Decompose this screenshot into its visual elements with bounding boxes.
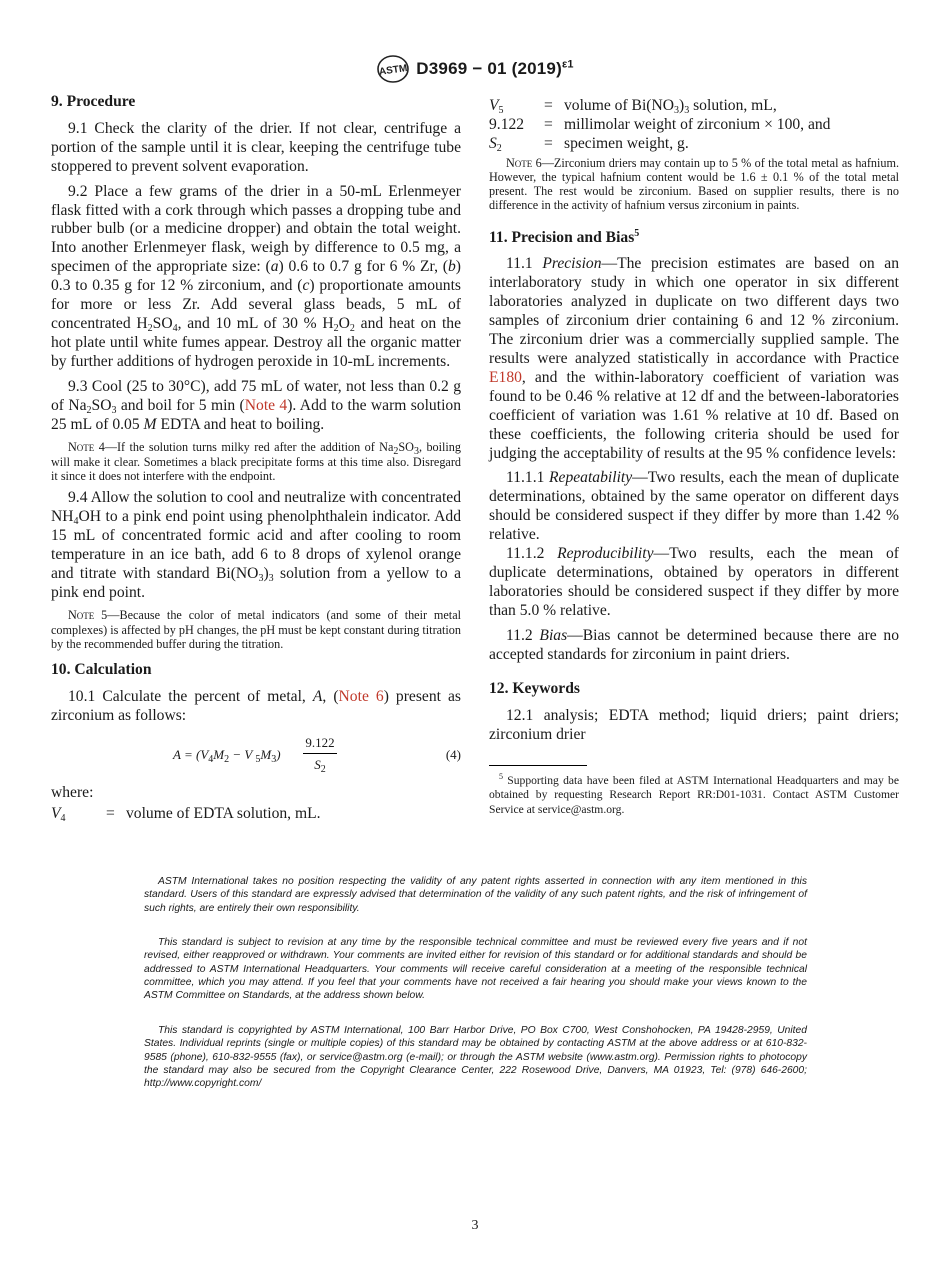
document-designation: D3969 − 01 $(2019)^{\varepsilon 1}$ [416, 58, 574, 78]
legal-patent-notice: ASTM International takes no position respecting the validity of any patent rights asserted in connection with any item mentioned in this standard. Users of this standard are expressly advised that determination of the validity of any such patent rights, and the risk of infringement of such rights, are entirely their own responsibility. [144, 876, 807, 914]
section-9-title: 9. Procedure [51, 93, 136, 110]
footnote-5: $^5$ Supporting data have been filed at ASTM International Headquarters and may be obtained by requesting Research Report RR:D01-1031. Contact ASTM Customer Service at service@astm.org. [489, 772, 899, 816]
e180-link[interactable]: E180 [489, 368, 522, 386]
where-label: where: [51, 783, 94, 801]
paragraph-11-1-1: 11.1.1 Repeatability—Two results, each the mean of duplicate determinations, obtained by the same operator on different days should be considered suspect if they differ by more than 1.42 % relative. [489, 469, 899, 544]
paragraph-10-1: 10.1 Calculate the percent of metal, A, (Note 6) present as zirconium as follows: [51, 687, 461, 724]
note-6: Note 6—Zirconium driers may contain up to 5 % of the total metal as hafnium. However, the typical hafnium content would be 1.6 ± 0.1 % of the total metal present. The rest would be zirconium. Based on supplier results, there is no difference in the activity of hafnium versus zirconium in paints. [489, 155, 899, 213]
note-4-link[interactable]: Note 4 [244, 396, 288, 414]
paragraph-9-2: 9.2 Place a few grams of the drier in a 50-mL Erlenmeyer flask fitted with a cork through which passes a dropping tube and rubber bulb (or a medicine dropper) and obtain the total weight. Into another Erlenmeyer flask, weigh by difference to 0.5 mg, a specimen of the appropriate size: (a) 0.6 to 0.7 g for 6 % Zr, (b) 0.3 to 0.35 g for 12 % zirconium, and (c) proportionate amounts for more or less Zr. Add several glass beads, 5 mL of concentrated $H_2SO_4$, and 10 mL of 30 % $H_2O_2$ and heat on the hot plate until white fumes appear. Destroy all the organic matter by further additions of hydrogen peroxide in 10-mL increments. [51, 182, 462, 370]
note-6-link[interactable]: Note 6 [338, 687, 384, 705]
equation-4: $A = (V_4M_2 - V$ $_5M_3$) 9.122 $S_2$ (4) [173, 734, 461, 775]
definition-v5: $V_5$ = volume of $Bi(NO_3)_3$ solution, mL, [489, 97, 777, 116]
paragraph-9-1: 9.1 Check the clarity of the drier. If not clear, centrifuge a portion of the sample until it is clear, keeping the centrifuge tube stoppered to prevent solvent evaporation. [51, 119, 461, 175]
note-4: Note 4—If the solution turns milky red after the addition of $Na_2SO_3$, boiling will make it clear. Sometimes a black precipitate forms at this time also. Disregard it since it does not interfere with the endpoint. [51, 440, 461, 483]
paragraph-11-1-2: 11.1.2 Reproducibility—Two results, each the mean of duplicate determinations, obtained by operators in different laboratories should be considered suspect if they differ by more than 5.0 % relative. [489, 545, 899, 619]
footnote-rule [489, 765, 587, 766]
page-header [0, 54, 950, 84]
definition-s2: $S_2$ = specimen weight, g. [489, 134, 689, 154]
astm-logo-icon [376, 54, 410, 84]
paragraph-9-3: 9.3 Cool (25 to 30°C), add 75 mL of water, not less than 0.2 g of $Na_2SO_3$ and boil for 5 min (Note 4). Add to the warm solution 25 mL of 0.05 M EDTA and heat to boiling. [51, 377, 461, 433]
definition-9122: 9.122 = millimolar weight of zirconium × 100, and [489, 115, 831, 133]
note-5: Note 5—Because the color of metal indicators (and some of their metal complexes) is affected by pH changes, the pH must be kept constant during titration by the recommended buffer during the titration. [51, 608, 461, 651]
section-11-title: 11. Precision and Bias$^5$ [489, 227, 640, 246]
definition-v4: $V_4$ = volume of EDTA solution, mL. [51, 804, 321, 824]
left-column [51, 93, 461, 824]
section-12-title: 12. Keywords [489, 680, 580, 698]
paragraph-11-1: 11.1 Precision—The precision estimates are based on an interlaboratory study in which one operator in six different laboratories analyzed in duplicate on two different days two samples of zirconium drier containing 6 and 12 % zirconium. The zirconium drier was a commercially supplied sample. The results were analyzed statistically in accordance with Practice E180, and the within-laboratory coefficient of variation was found to be 0.46 % relative at 12 df and the between-laboratories coefficient of variation was 1.61 % relative at 10 df. Based on these coefficients, the following criteria should be used for judging the acceptability of results at the 95 % confidence levels: [489, 255, 899, 462]
paragraph-11-2: 11.2 Bias—Bias cannot be determined because there are no accepted standards for zirconium in paint driers. [489, 626, 899, 663]
page-number: 3 [471, 1218, 479, 1233]
legal-revision-notice: This standard is subject to revision at any time by the responsible technical committee and must be reviewed every five years and if not revised, either reapproved or withdrawn. Your comments are invited either for revision of this standard or for additional standards and should be addressed to ASTM International Headquarters. Your comments will receive careful consideration at a meeting of the responsible technical committee, which you may attend. If you feel that your comments have not received a fair hearing you should make your views known to the ASTM Committee on Standards, at the address shown below. [144, 937, 807, 1002]
svg-text:ASTM: ASTM [378, 63, 409, 78]
right-column [489, 97, 899, 823]
paragraph-12-1: 12.1 analysis; EDTA method; liquid driers; paint driers; zirconium drier [489, 707, 899, 744]
section-10-title: 10. Calculation [51, 661, 152, 679]
paragraph-9-4: 9.4 Allow the solution to cool and neutralize with concentrated $NH_4OH$ to a pink end point using phenolphthalein indicator. Add 15 mL of concentrated formic acid and after cooling to room temperature in an ice bath, add 6 to 8 drops of xylenol orange and titrate with standard $Bi(NO_3)_3$ solution from a yellow to a pink end point. [51, 489, 461, 601]
legal-copyright-notice: This standard is copyrighted by ASTM International, 100 Barr Harbor Drive, PO Box C700, West Conshohocken, PA 19428-2959, United States. Individual reprints (single or multiple copies) of this standard may be obtained by contacting ASTM at the above address or at 610-832-9585 (phone), 610-832-9555 (fax), or service@astm.org (e-mail); or through the ASTM website (www.astm.org). Permission rights to photocopy the standard may also be secured from the Copyright Clearance Center, 222 Rosewood Drive, Danvers, MA 01923, Tel: (978) 646-2600; http://www.copyright.com/ [144, 1025, 807, 1090]
